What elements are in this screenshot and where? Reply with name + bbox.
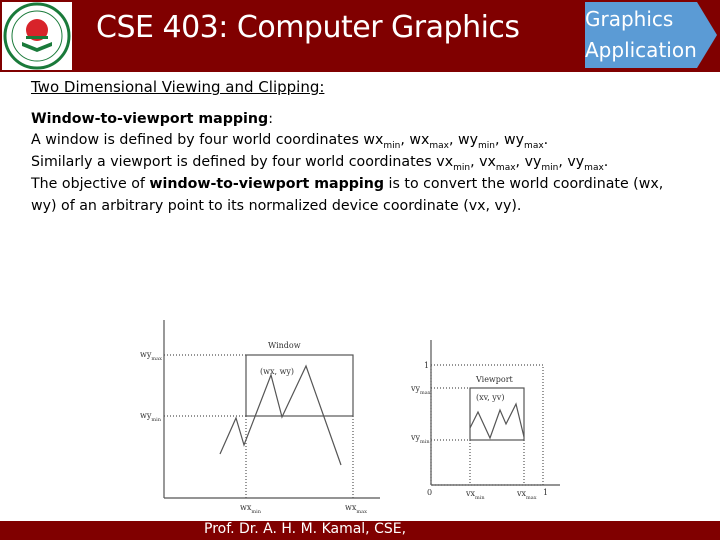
- vxmax-label: $vx_{max}$: [517, 489, 537, 501]
- sub-min: min: [453, 162, 471, 173]
- window-point-label: (wx, wy): [260, 367, 295, 376]
- body-line-3: [31, 154, 701, 173]
- vy-term: vy: [524, 154, 542, 170]
- wxmin-label: $wx_{min}$: [240, 503, 261, 515]
- badge-line-2: Application: [585, 38, 697, 62]
- wxmax-label: $wx_{max}$: [345, 503, 367, 515]
- sep: ,: [449, 132, 459, 148]
- wymin-label: $wy_{min}$: [140, 411, 161, 423]
- sep: ,: [400, 132, 410, 148]
- sep: ,: [495, 132, 505, 148]
- sub-max: max: [524, 140, 544, 151]
- sep: ,: [515, 154, 525, 170]
- wx-term: wx: [409, 132, 430, 148]
- page-title: CSE 403: Computer Graphics: [96, 10, 520, 45]
- ndc-x-one-label: 1: [543, 488, 549, 497]
- wymax-label: $wy_{max}$: [140, 350, 162, 362]
- wy-term: wy: [458, 132, 479, 148]
- vy-term: vy: [567, 154, 585, 170]
- vxmin-label: $vx_{min}$: [466, 489, 485, 501]
- body-line-4: [31, 176, 701, 192]
- badge-label: [585, 4, 715, 66]
- line3-text: Similarly a viewport is defined by four world coordinates vx: [31, 154, 454, 170]
- sep: ,: [558, 154, 568, 170]
- viewport-polyline: [470, 404, 524, 438]
- university-logo: [2, 2, 72, 70]
- dot: .: [543, 132, 549, 148]
- mapping-heading: Window-to-viewport mapping: [31, 111, 269, 127]
- sub-max: max: [584, 162, 604, 173]
- line4-prefix: The objective of: [31, 176, 150, 192]
- footer-author: Prof. Dr. A. H. M. Kamal, CSE,: [204, 521, 407, 537]
- viewport-point-label: (xv, yv): [476, 393, 505, 402]
- body-line-2: [31, 132, 701, 151]
- viewport-label: Viewport: [476, 375, 513, 384]
- ndc-y-one-label: 1: [424, 361, 430, 370]
- window-label: Window: [268, 341, 301, 350]
- line4-suffix: is to convert the world coordinate (wx,: [384, 176, 664, 192]
- line2-text: A window is defined by four world coordinates wx: [31, 132, 384, 148]
- origin-label: 0: [427, 488, 433, 497]
- sub-max: max: [429, 140, 449, 151]
- vymin-label: $vy_{min}$: [411, 433, 430, 445]
- line4-bold: window-to-viewport mapping: [149, 176, 385, 192]
- sub-min: min: [478, 140, 496, 151]
- badge-line-1: Graphics: [585, 7, 674, 31]
- sub-max: max: [495, 162, 516, 173]
- sep: ,: [470, 154, 480, 170]
- window-rect: [246, 355, 353, 416]
- window-viewport-figure: [0, 300, 720, 521]
- heading-colon: :: [268, 111, 273, 127]
- wy-term: wy: [504, 132, 525, 148]
- dot: .: [603, 154, 609, 170]
- body-line-5: wy) of an arbitrary point to its normalized device coordinate (vx, vy).: [31, 198, 522, 214]
- vymax-label: $vy_{max}$: [411, 384, 431, 396]
- sub-min: min: [541, 162, 559, 173]
- body-line-1: [31, 111, 701, 127]
- sub-min: min: [383, 140, 401, 151]
- vx-term: vx: [479, 154, 496, 170]
- section-title: Two Dimensional Viewing and Clipping:: [31, 78, 325, 96]
- university-logo-icon: [2, 2, 72, 70]
